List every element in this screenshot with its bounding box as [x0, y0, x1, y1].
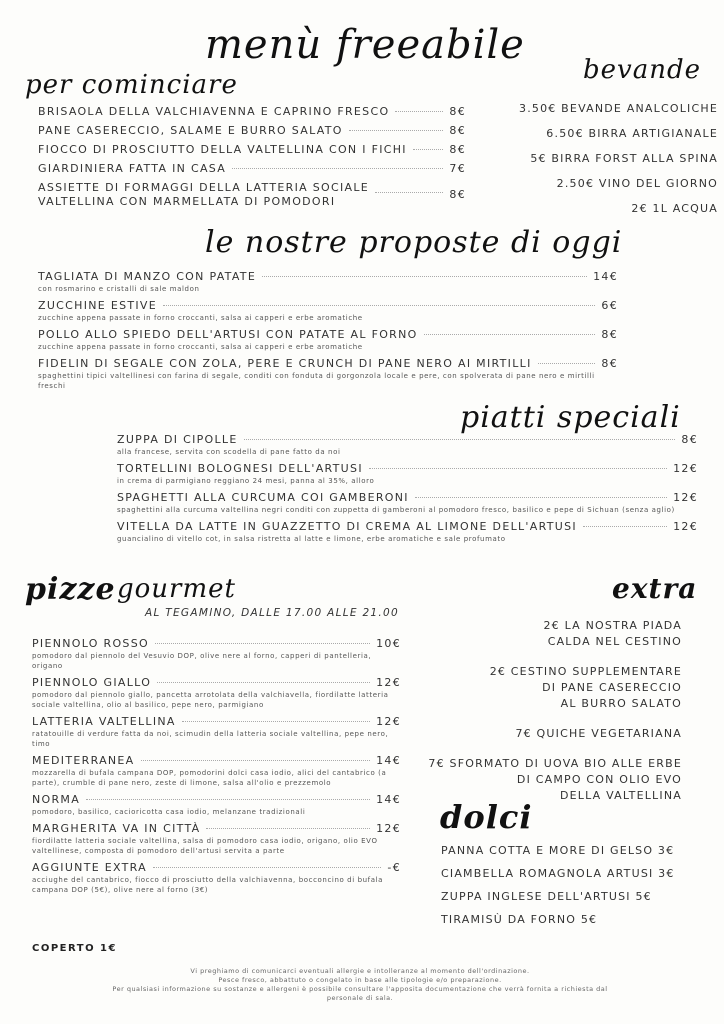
- menu-item-row: [38, 299, 618, 313]
- menu-item-row: [32, 861, 401, 875]
- menu-item-description: zucchine appena passate in forno croccanti, salsa ai capperi e erbe aromatiche: [38, 343, 363, 351]
- footer-line: Pesce fresco, abbattuto o congelato in base alle tipologie e/o preparazione.: [218, 976, 502, 984]
- menu-item-row: [32, 676, 401, 690]
- menu-item-row: [32, 637, 401, 651]
- dotted-leader: [163, 305, 595, 306]
- menu-item-name: PIENNOLO ROSSO: [32, 637, 149, 650]
- today-list: [38, 265, 618, 391]
- menu-item-name: FIDELIN DI SEGALE CON ZOLA, PERE E CRUNCH DI PANE NERO AI MIRTILLI: [38, 357, 532, 370]
- menu-item: [38, 105, 466, 119]
- menu-item-row: [117, 462, 698, 476]
- menu-item: [32, 754, 401, 788]
- menu-item-name: ZUCCHINE ESTIVE: [38, 299, 158, 312]
- coperto: COPERTO 1€: [32, 943, 117, 954]
- menu-item: [38, 299, 618, 323]
- menu-item-name: LATTERIA VALTELLINA: [32, 715, 176, 728]
- menu-item-description: mozzarella di bufala campana DOP, pomodorini dolci casa iodio, alici del cantabrico (a parte), crumble di pane nero, zeste di limone, salsa all'olio e prezzemolo: [32, 769, 387, 787]
- menu-item-price: 8€: [449, 124, 466, 137]
- menu-item-description: ratatouille di verdure fatta da noi, scimudin della latteria sociale valtellina, pepe nero, timo: [32, 730, 389, 748]
- section-heading-starters: per cominciare: [25, 70, 238, 100]
- dotted-leader: [375, 192, 443, 193]
- drinks-item: 6.50€ BIRRA ARTIGIANALE: [546, 127, 718, 140]
- menu-item-name: MARGHERITA VA IN CITTÀ: [32, 822, 201, 835]
- footer-line: Per qualsiasi informazione su sostanze e allergeni è possibile consultare l'apposita documentazione che verrà fornita a richiesta dal personale di sala.: [112, 985, 608, 1002]
- menu-item: [38, 162, 466, 176]
- extra-item: 2€ LA NOSTRA PIADA CALDA NEL CESTINO: [543, 619, 682, 648]
- menu-item-description: con rosmarino e cristalli di sale maldon: [38, 285, 200, 293]
- desserts-list: [441, 843, 675, 935]
- section-heading-desserts: dolci: [440, 798, 533, 836]
- menu-item-row: [38, 124, 466, 138]
- menu-item-row: [38, 328, 618, 342]
- menu-item-row: [117, 433, 698, 447]
- menu-item-description: alla francese, servita con scodella di pane fatto da noi: [117, 448, 341, 456]
- menu-item: [38, 270, 618, 294]
- pizze-list: [32, 632, 401, 895]
- menu-item: [38, 124, 466, 138]
- menu-item-row: [117, 491, 698, 505]
- menu-item-description: pomodoro, basilico, cacioricotta casa iodio, melanzane tradizionali: [32, 808, 306, 816]
- dotted-leader: [182, 721, 370, 722]
- starters-list: [38, 100, 466, 209]
- dotted-leader: [232, 168, 443, 169]
- dotted-leader: [583, 526, 667, 527]
- drinks-item: 5€ BIRRA FORST ALLA SPINA: [530, 152, 718, 165]
- desserts-item: TIRAMISÙ DA FORNO 5€: [441, 913, 598, 926]
- dotted-leader: [141, 760, 371, 761]
- menu-item-name: BRISAOLA DELLA VALCHIAVENNA E CAPRINO FRESCO: [38, 105, 390, 118]
- menu-item-price: 14€: [593, 270, 618, 283]
- menu-item-price: 12€: [376, 676, 401, 689]
- footer-line: Vi preghiamo di comunicarci eventuali allergie e intolleranze al momento dell'ordinazione.: [190, 967, 530, 975]
- menu-item-name: AGGIUNTE EXTRA: [32, 861, 148, 874]
- menu-item-price: 12€: [673, 491, 698, 504]
- menu-item-row: [38, 181, 466, 209]
- menu-item-description: fiordilatte latteria sociale valtellina, salsa di pomodoro casa iodio, origano, olio EVO valtellinese, composta di pomodoro dell'artusi servita a parte: [32, 837, 378, 855]
- menu-item: [38, 181, 466, 209]
- menu-item-name: TAGLIATA DI MANZO CON PATATE: [38, 270, 257, 283]
- menu-item-price: 8€: [449, 188, 466, 201]
- menu-item-price: 8€: [681, 433, 698, 446]
- extra-item: 7€ QUICHE VEGETARIANA: [515, 727, 682, 740]
- menu-item-row: [38, 162, 466, 176]
- dotted-leader: [415, 497, 667, 498]
- menu-item-row: [38, 270, 618, 284]
- section-heading-today: le nostre proposte di oggi: [205, 225, 623, 260]
- menu-item-row: [38, 357, 618, 371]
- menu-item-price: 10€: [376, 637, 401, 650]
- menu-item: [38, 143, 466, 157]
- menu-item-row: [38, 143, 466, 157]
- section-heading-extra: extra: [612, 572, 698, 605]
- section-heading-gourmet: gourmet: [117, 574, 236, 604]
- menu-title: menù freeabile: [205, 22, 525, 68]
- drinks-list: [519, 101, 718, 226]
- menu-item: [32, 676, 401, 710]
- menu-item-price: 8€: [601, 357, 618, 370]
- menu-item-name: POLLO ALLO SPIEDO DELL'ARTUSI CON PATATE AL FORNO: [38, 328, 418, 341]
- menu-item-price: 12€: [376, 822, 401, 835]
- menu-item: [117, 433, 698, 457]
- menu-item-row: [32, 754, 401, 768]
- menu-item: [32, 822, 401, 856]
- dotted-leader: [369, 468, 667, 469]
- specials-list: [117, 428, 698, 544]
- menu-item-row: [32, 793, 401, 807]
- dotted-leader: [86, 799, 370, 800]
- dotted-leader: [244, 439, 676, 440]
- menu-item-description: guancialino di vitello cot, in salsa ristretta al latte e limone, erbe aromatiche e sale profumato: [117, 535, 506, 543]
- menu-item-name: NORMA: [32, 793, 81, 806]
- menu-item-price: -€: [387, 861, 401, 874]
- menu-item-price: 12€: [673, 462, 698, 475]
- menu-item-name: FIOCCO DI PROSCIUTTO DELLA VALTELLINA CON I FICHI: [38, 143, 407, 156]
- menu-item: [117, 520, 698, 544]
- menu-item-row: [32, 822, 401, 836]
- menu-item-description: pomodoro dal piennolo giallo, pancetta arrotolata della valchiavella, fiordilatte latteria sociale valtellina, olio al basilico, pepe nero, parmigiano: [32, 691, 389, 709]
- menu-item-description: spaghettini tipici valtellinesi con farina di segale, conditi con fonduta di gorgonzola locale e pere, con spolverata di pane nero e mirtilli freschi: [38, 372, 595, 390]
- section-heading-specials: piatti speciali: [460, 400, 681, 435]
- menu-item-description: in crema di parmigiano reggiano 24 mesi, panna al 35%, alloro: [117, 477, 375, 485]
- dotted-leader: [395, 111, 443, 112]
- menu-item-price: 7€: [449, 162, 466, 175]
- menu-item-name: MEDITERRANEA: [32, 754, 135, 767]
- menu-item: [32, 715, 401, 749]
- menu-item: [38, 357, 618, 391]
- dotted-leader: [413, 149, 444, 150]
- section-heading-pizze: pizze: [25, 572, 116, 607]
- dotted-leader: [155, 643, 370, 644]
- menu-item-price: 14€: [376, 754, 401, 767]
- menu-item-price: 14€: [376, 793, 401, 806]
- menu-item-name: PANE CASERECCIO, SALAME E BURRO SALATO: [38, 124, 343, 137]
- menu-item-description: acciughe del cantabrico, fiocco di prosciutto della valchiavenna, bocconcino di bufala campana DOP (5€), olive nere al forno (3€): [32, 876, 384, 894]
- extra-item: 7€ SFORMATO DI UOVA BIO ALLE ERBE DI CAMPO CON OLIO EVO DELLA VALTELLINA: [428, 757, 682, 802]
- dotted-leader: [262, 276, 587, 277]
- menu-item: [32, 861, 401, 895]
- menu-item-name: ASSIETTE DI FORMAGGI DELLA LATTERIA SOCIALE VALTELLINA CON MARMELLATA DI POMODORI: [38, 181, 370, 208]
- dotted-leader: [424, 334, 596, 335]
- drinks-item: 3.50€ BEVANDE ANALCOLICHE: [519, 102, 718, 115]
- menu-item: [117, 462, 698, 486]
- menu-item-row: [117, 520, 698, 534]
- menu-item-description: pomodoro dal piennolo del Vesuvio DOP, olive nere al forno, capperi di pantelleria, origano: [32, 652, 372, 670]
- menu-item-row: [38, 105, 466, 119]
- allergen-notice: [110, 967, 610, 1003]
- menu-item-price: 6€: [601, 299, 618, 312]
- dotted-leader: [157, 682, 370, 683]
- pizze-subtitle: AL TEGAMINO, DALLE 17.00 ALLE 21.00: [145, 607, 400, 619]
- menu-item-name: TORTELLINI BOLOGNESI DELL'ARTUSI: [117, 462, 363, 475]
- extra-item: 2€ CESTINO SUPPLEMENTARE DI PANE CASERECCIO AL BURRO SALATO: [489, 665, 682, 710]
- menu-item-description: spaghettini alla curcuma valtellina negri conditi con zuppetta di gamberoni al pomodoro fresco, basilico e pepe di Sichuan (senza aglio): [117, 506, 675, 514]
- menu-item-price: 8€: [601, 328, 618, 341]
- dotted-leader: [538, 363, 596, 364]
- menu-item-price: 12€: [673, 520, 698, 533]
- menu-item-row: [32, 715, 401, 729]
- menu-item-price: 12€: [376, 715, 401, 728]
- section-heading-drinks: bevande: [583, 55, 701, 85]
- desserts-item: CIAMBELLA ROMAGNOLA ARTUSI 3€: [441, 867, 675, 880]
- desserts-item: PANNA COTTA E MORE DI GELSO 3€: [441, 844, 675, 857]
- drinks-item: 2€ 1L ACQUA: [631, 202, 718, 215]
- desserts-item: ZUPPA INGLESE DELL'ARTUSI 5€: [441, 890, 652, 903]
- menu-item: [38, 328, 618, 352]
- menu-item-name: VITELLA DA LATTE IN GUAZZETTO DI CREMA AL LIMONE DELL'ARTUSI: [117, 520, 577, 533]
- dotted-leader: [153, 867, 381, 868]
- dotted-leader: [206, 828, 370, 829]
- menu-item-price: 8€: [449, 143, 466, 156]
- menu-item-name: PIENNOLO GIALLO: [32, 676, 152, 689]
- menu-item: [117, 491, 698, 515]
- menu-item-name: SPAGHETTI ALLA CURCUMA COI GAMBERONI: [117, 491, 409, 504]
- menu-item-description: zucchine appena passate in forno croccanti, salsa ai capperi e erbe aromatiche: [38, 314, 363, 322]
- menu-item: [32, 793, 401, 817]
- dotted-leader: [349, 130, 444, 131]
- menu-item-price: 8€: [449, 105, 466, 118]
- menu-item-name: GIARDINIERA FATTA IN CASA: [38, 162, 227, 175]
- menu-item: [32, 637, 401, 671]
- menu-item-name: ZUPPA DI CIPOLLE: [117, 433, 238, 446]
- extra-list: [428, 618, 682, 818]
- drinks-item: 2.50€ VINO DEL GIORNO: [556, 177, 718, 190]
